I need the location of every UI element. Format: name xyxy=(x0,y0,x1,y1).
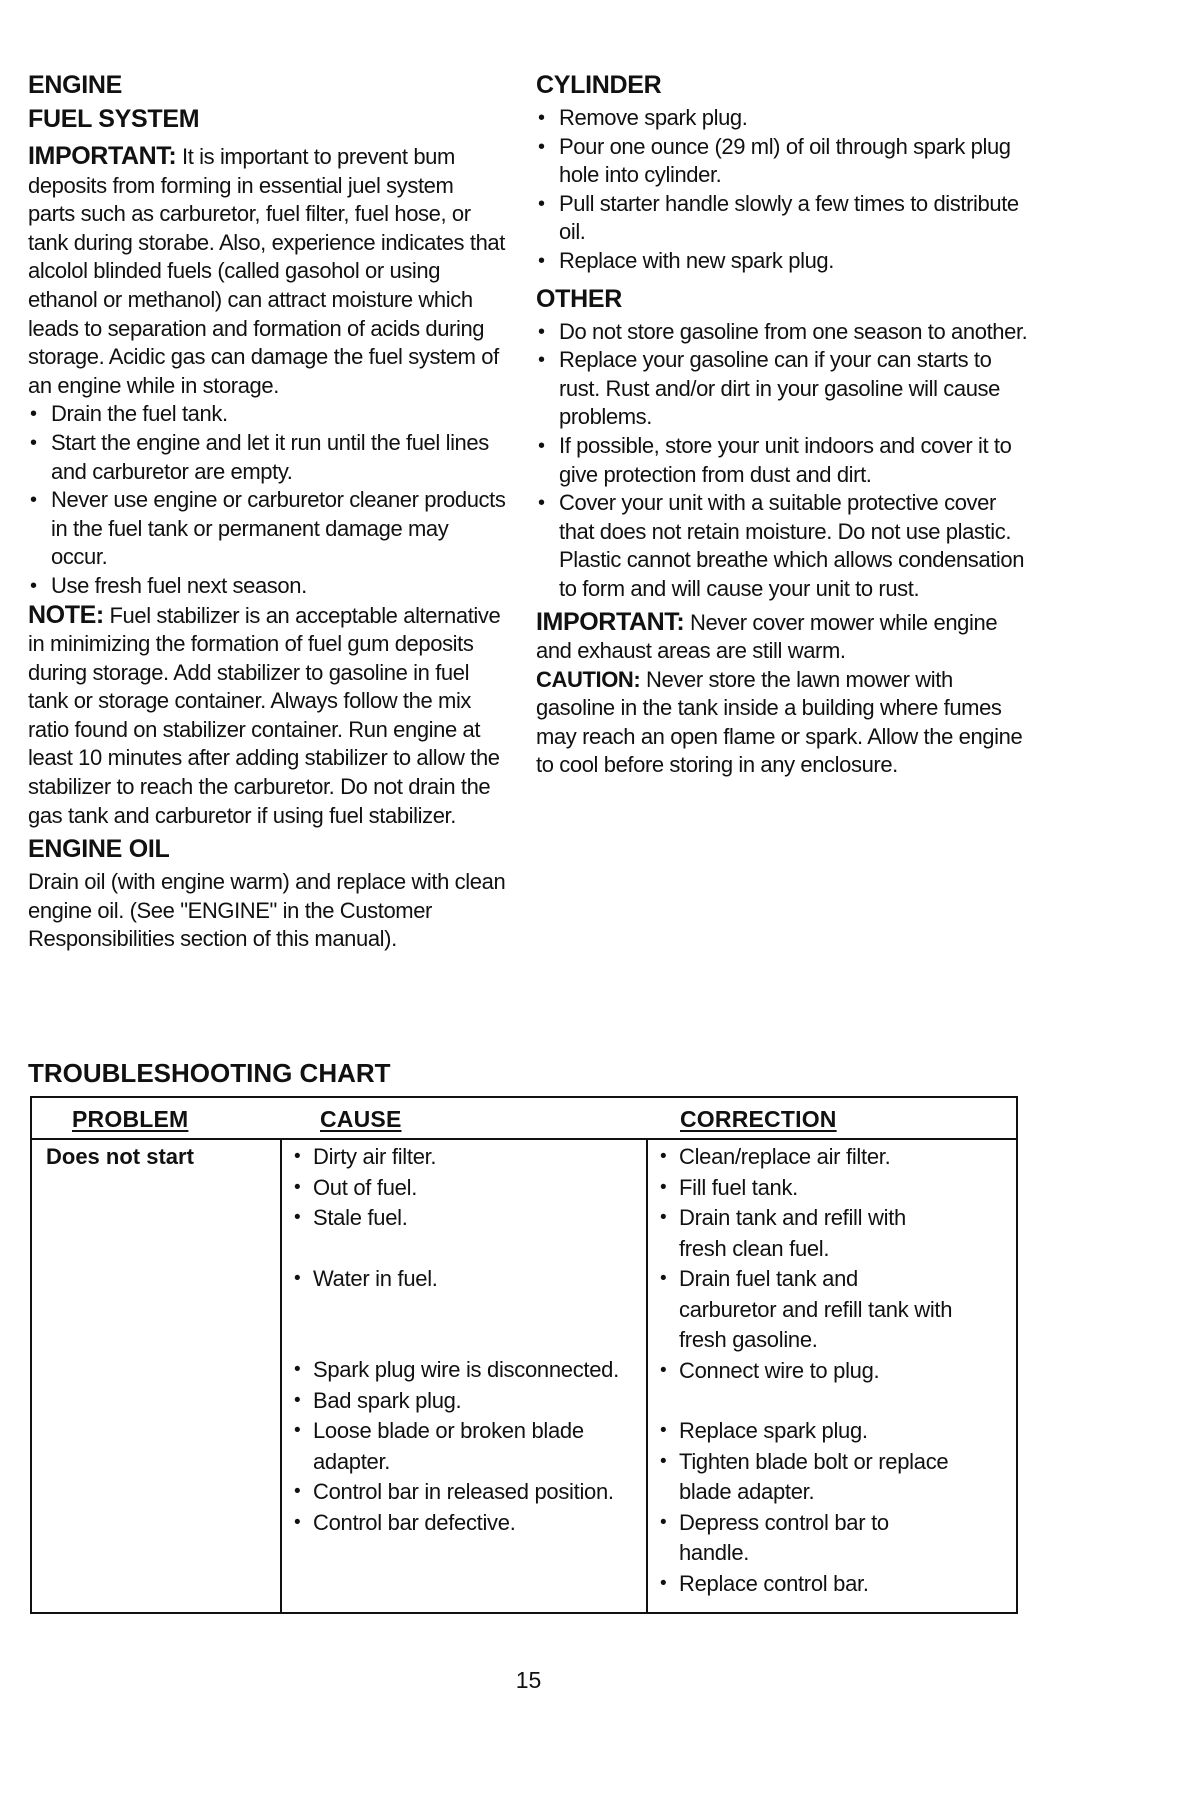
list-item: • Pull starter handle slowly a few times to distribute oil. xyxy=(536,190,1036,247)
correction-column-header: CORRECTION xyxy=(680,1106,837,1132)
left-column xyxy=(28,70,506,954)
important-text: Never cover mower while engine and exhaust areas are still warm. xyxy=(536,609,998,664)
column-divider xyxy=(646,1138,648,1612)
correction-item: • Clean/replace air filter. xyxy=(658,1142,958,1173)
caution-paragraph xyxy=(536,666,1036,780)
engine-heading: ENGINE xyxy=(28,71,123,99)
fuel-system-heading: FUEL SYSTEM xyxy=(28,105,200,133)
cause-item: • Bad spark plug. xyxy=(292,1386,642,1417)
correction-item: • Drain fuel tank and carburetor and refill tank with fresh gasoline. xyxy=(658,1264,958,1356)
caution-label: CAUTION: xyxy=(536,666,641,692)
cause-item: • Control bar defective. xyxy=(292,1508,642,1539)
correction-item: • Replace spark plug. xyxy=(658,1416,958,1447)
list-item: • Use fresh fuel next season. xyxy=(28,572,506,601)
list-item: • Cover your unit with a suitable protective cover that does not retain moisture. Do not use plastic. Plastic cannot breathe which allows condensation to form and will cause your unit to rust. xyxy=(536,489,1036,603)
problem-cell xyxy=(46,1142,274,1172)
note-label: NOTE: xyxy=(28,600,104,629)
fuel-bullet-list xyxy=(28,400,506,600)
fuel-important-paragraph xyxy=(28,142,506,400)
cause-item: • Out of fuel. xyxy=(292,1173,642,1204)
correction-item: • Connect wire to plug. xyxy=(658,1356,958,1387)
other-important-paragraph xyxy=(536,608,1036,666)
engine-oil-heading: ENGINE OIL xyxy=(28,835,170,864)
cause-item: • Spark plug wire is disconnected. xyxy=(292,1355,642,1386)
correction-item: • Drain tank and refill with fresh clean fuel. xyxy=(658,1203,958,1264)
list-item: • Never use engine or carburetor cleaner products in the fuel tank or permanent damage may occur. xyxy=(28,486,506,572)
important-text: It is important to prevent bum deposits from forming in essential juel system parts such as carburetor, fuel filter, fuel hose, or tank during storabe. Also, experience indicates that alcolol blinded fuels (called gasohol or using ethanol or methanol) can attract moisture which leads to separation and formation of acids during storage. Acidic gas can damage the fuel system of an engine while in storage. xyxy=(28,144,505,398)
page-number: 15 xyxy=(515,1667,542,1693)
problem-text: Does not start xyxy=(46,1144,194,1169)
note-paragraph xyxy=(28,601,506,831)
column-divider xyxy=(280,1138,282,1612)
cylinder-bullet-list xyxy=(536,104,1036,276)
list-item: • Replace your gasoline can if your can starts to rust. Rust and/or dirt in your gasoline will cause problems. xyxy=(536,346,1036,432)
cause-item: • Loose blade or broken blade adapter. xyxy=(292,1416,642,1477)
correction-item: • Replace control bar. xyxy=(658,1569,958,1600)
note-text: Fuel stabilizer is an acceptable alternative in minimizing the formation of fuel gum deposits during storage. Add stabilizer to gasoline in fuel tank or storage container. Always follow the mix ratio found on stabilizer container. Run engine at least 10 minutes after adding stabilizer to allow the stabilizer to reach the carburetor. Do not drain the gas tank and carburetor if using fuel stabilizer. xyxy=(28,602,501,828)
problem-column-header: PROBLEM xyxy=(72,1106,189,1132)
list-item: • Replace with new spark plug. xyxy=(536,247,1036,276)
other-bullet-list xyxy=(536,318,1036,604)
list-item: • Start the engine and let it run until the fuel lines and carburetor are empty. xyxy=(28,429,506,486)
list-item: • Pour one ounce (29 ml) of oil through spark plug hole into cylinder. xyxy=(536,133,1036,190)
important-label: IMPORTANT: xyxy=(536,607,685,636)
correction-cell xyxy=(658,1142,958,1599)
other-heading: OTHER xyxy=(536,284,623,313)
correction-item: • Depress control bar to handle. xyxy=(658,1508,958,1569)
cause-item: • Control bar in released position. xyxy=(292,1477,642,1508)
correction-list xyxy=(658,1142,958,1599)
cause-list xyxy=(292,1142,642,1538)
engine-oil-paragraph: Drain oil (with engine warm) and replace with clean engine oil. (See "ENGINE" in the Customer Responsibilities section of this manual). xyxy=(28,869,506,952)
list-item: • If possible, store your unit indoors and cover it to give protection from dust and dirt. xyxy=(536,432,1036,489)
list-item: • Do not store gasoline from one season to another. xyxy=(536,318,1036,347)
caution-text: Never store the lawn mower with gasoline in the tank inside a building where fumes may reach an open flame or spark. Allow the engine to cool before storing in any enclosure. xyxy=(536,666,1023,778)
table-header-row xyxy=(32,1098,1016,1140)
right-column xyxy=(536,70,1036,780)
important-label: IMPORTANT: xyxy=(28,142,177,170)
cause-item: • Water in fuel. xyxy=(292,1264,642,1295)
cylinder-heading: CYLINDER xyxy=(536,71,662,99)
cause-column-header: CAUSE xyxy=(320,1106,402,1132)
cause-cell xyxy=(292,1142,642,1538)
correction-item: • Fill fuel tank. xyxy=(658,1173,958,1204)
cause-item: • Dirty air filter. xyxy=(292,1142,642,1173)
list-item: • Drain the fuel tank. xyxy=(28,400,506,429)
cause-item: • Stale fuel. xyxy=(292,1203,642,1234)
list-item: • Remove spark plug. xyxy=(536,104,1036,133)
correction-item: • Tighten blade bolt or replace blade adapter. xyxy=(658,1447,958,1508)
troubleshooting-title: TROUBLESHOOTING CHART xyxy=(28,1058,391,1088)
troubleshooting-table xyxy=(30,1096,1018,1614)
